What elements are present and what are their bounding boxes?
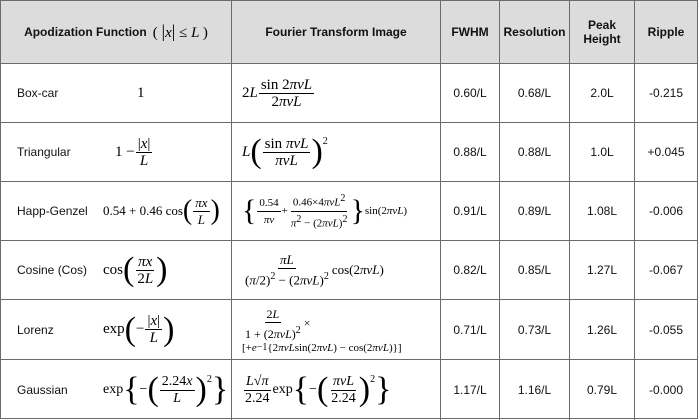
- resolution-cell: 1.16/L: [500, 360, 570, 420]
- fourier-cell: [232, 300, 441, 359]
- fwhm-cell: 1.17/L: [441, 360, 500, 420]
- header-peak-height: Peak Height: [570, 1, 635, 63]
- ripple-cell: -0.000: [648, 383, 684, 397]
- fourier-cell: [232, 241, 441, 299]
- fourier-formula-line2: [+ e −1 {2 πνL sin(2 πνL ) − cos(2 πνL )}]: [242, 341, 402, 354]
- peak-height-cell: 1.08L: [570, 182, 635, 240]
- header-row: [1, 1, 697, 64]
- apodization-formula: 1 − $\frac{|x|}{L}$: [115, 135, 151, 169]
- peak-height-cell: 1.26L: [570, 300, 635, 359]
- apodization-cell: [1, 123, 232, 181]
- fwhm-cell: 0.91/L: [441, 182, 500, 240]
- ripple-cell: +0.045: [647, 145, 685, 159]
- apodization-formula: 1: [137, 84, 145, 101]
- fwhm-cell: 0.82/L: [441, 241, 500, 299]
- table-row-triangular: [1, 123, 697, 182]
- header-apodization-label: Apodization Function: [24, 25, 147, 39]
- header-ripple: Ripple: [635, 1, 697, 63]
- header-fwhm: FWHM: [441, 1, 500, 63]
- fwhm-cell: 0.88/L: [441, 123, 500, 181]
- fourier-formula: 2 L $\frac{\text{sin 2πνL}}{\text{2πνL}}$: [242, 76, 313, 110]
- table-row-gaussian: [1, 360, 697, 420]
- header-resolution: Resolution: [500, 1, 570, 63]
- fourier-cell: [232, 123, 441, 181]
- resolution-cell: 0.89/L: [500, 182, 570, 240]
- ripple-cell: -0.055: [648, 322, 684, 337]
- apodization-formula: exp { − ( $\frac{2.24x}{L}$ ) $^2$ }: [103, 371, 229, 408]
- function-name: Cosine (Cos): [17, 263, 88, 277]
- ripple-cell: -0.067: [648, 263, 684, 277]
- resolution-cell: 0.73/L: [500, 300, 570, 359]
- resolution-cell: 0.88/L: [500, 123, 570, 181]
- apodization-cell: [1, 300, 232, 359]
- header-fourier: Fourier Transform Image: [232, 1, 441, 63]
- fourier-formula: L ( $\frac{\text{sin πνL}}{\text{πνL}}$ ) $^2$: [242, 133, 328, 170]
- apodization-cell: [1, 241, 232, 299]
- function-name: Triangular: [17, 145, 71, 159]
- resolution-cell: 0.85/L: [500, 241, 570, 299]
- function-name: Box-car: [17, 86, 59, 100]
- apodization-formula: exp ( − $\frac{|x|}{L}$ ): [103, 310, 175, 348]
- fourier-cell: [232, 182, 441, 240]
- ripple-cell: -0.215: [648, 86, 684, 100]
- peak-height-cell: 0.79L: [570, 360, 635, 420]
- peak-height-cell: 2.0L: [570, 64, 635, 122]
- fourier-formula-line1: $\frac{2L}{1 + (2\pi\nu L)^2}$ ×: [245, 306, 311, 341]
- ripple-cell: -0.006: [648, 204, 684, 218]
- function-name: Happ-Genzel: [17, 204, 88, 218]
- table-row-happ-genzel: [1, 182, 697, 241]
- apodization-cell: [1, 182, 232, 240]
- apodization-cell: [1, 64, 232, 122]
- function-name: Lorenz: [17, 322, 54, 337]
- resolution-cell: 0.68/L: [500, 64, 570, 122]
- header-condition-formula: ( |x| ≤ L ): [152, 21, 208, 41]
- table-row-lorenz: [1, 300, 697, 360]
- table-row-boxcar: [1, 64, 697, 123]
- apodization-cell: [1, 360, 232, 420]
- fourier-formula: $\frac{L√\pi}{2.24}$ exp { − ( $\frac{\text{πνL}}{2.24}$ ) $^2$ }: [245, 371, 392, 408]
- fourier-cell: [232, 360, 441, 420]
- apodization-formula: cos ( $\frac{\pi x}{2L}$ ): [103, 251, 168, 288]
- header-apodization: [1, 1, 232, 63]
- fourier-cell: [232, 64, 441, 122]
- function-name: Gaussian: [17, 383, 68, 397]
- apodization-formula: 0.54 + 0.46 cos ( $\frac{\pi x}{L}$ ): [103, 194, 220, 227]
- fourier-formula: $\frac{\pi L}{(\pi/2)^2 - (2\pi\nu L)^2}$ cos(2 πνL ): [245, 251, 384, 288]
- fwhm-cell: 0.71/L: [441, 300, 500, 359]
- peak-height-cell: 1.0L: [570, 123, 635, 181]
- fourier-formula: { $\frac{0.54}{\pi\nu}$ + $\frac{0.46\times 4\pi\nu L^2}{\pi^2 - (2\pi\nu L)^2}$ } sin(2 πνL ): [242, 192, 408, 230]
- table-row-cosine: [1, 241, 697, 300]
- peak-height-cell: 1.27L: [570, 241, 635, 299]
- fwhm-cell: 0.60/L: [441, 64, 500, 122]
